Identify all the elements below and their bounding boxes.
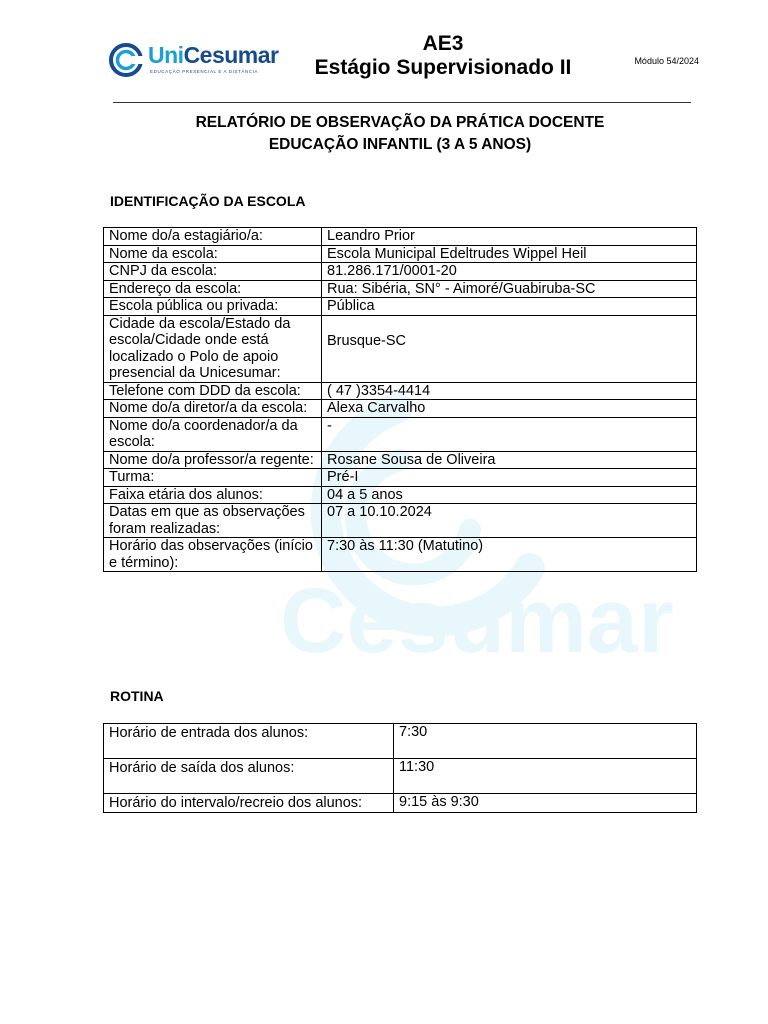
- field-label: CNPJ da escola:: [104, 263, 322, 281]
- field-value: Pública: [322, 298, 697, 316]
- logo-tagline: EDUCAÇÃO PRESENCIAL E A DISTÂNCIA: [150, 69, 259, 74]
- table-row: [104, 504, 697, 538]
- table-row: [104, 280, 697, 298]
- field-value: Escola Municipal Edeltrudes Wippel Heil: [322, 245, 697, 263]
- field-value: 7:30 às 11:30 (Matutino): [322, 538, 697, 572]
- field-label: Nome do/a coordenador/a da escola:: [104, 417, 322, 451]
- table-row: [104, 382, 697, 400]
- field-label: Cidade da escola/Estado da escola/Cidade onde está localizado o Polo de apoio presencial da Unicesumar:: [104, 315, 322, 382]
- header-title: AE3: [422, 32, 464, 55]
- field-value: Leandro Prior: [322, 228, 697, 246]
- field-label: Horário do intervalo/recreio dos alunos:: [104, 794, 394, 813]
- table-row: [104, 724, 697, 759]
- table-row: [104, 228, 697, 246]
- table-row: [104, 315, 697, 382]
- field-label: Nome do/a professor/a regente:: [104, 451, 322, 469]
- header-divider: [113, 102, 691, 103]
- field-value: Pré-I: [322, 469, 697, 487]
- field-value: ( 47 )3354-4414: [322, 382, 697, 400]
- routine-table: [103, 723, 697, 813]
- field-value: Rua: Sibéria, SN° - Aimoré/Guabiruba-SC: [322, 280, 697, 298]
- table-row: [104, 263, 697, 281]
- watermark-text: Cesumar: [280, 570, 674, 665]
- table-row: [104, 794, 697, 813]
- field-label: Horário de entrada dos alunos:: [104, 724, 394, 759]
- field-label: Horário de saída dos alunos:: [104, 759, 394, 794]
- module-label: Módulo 54/2024: [634, 56, 699, 66]
- field-value: 07 a 10.10.2024: [322, 504, 697, 538]
- field-label: Datas em que as observações foram realizadas:: [104, 504, 322, 538]
- routine-heading: ROTINA: [110, 688, 164, 704]
- field-label: Nome do/a diretor/a da escola:: [104, 400, 322, 418]
- field-value: Brusque-SC: [322, 315, 697, 382]
- table-row: [104, 469, 697, 487]
- header-subtitle: Estágio Supervisionado II: [314, 56, 572, 79]
- field-value: Alexa Carvalho: [322, 400, 697, 418]
- field-value: Rosane Sousa de Oliveira: [322, 451, 697, 469]
- field-label: Nome do/a estagiário/a:: [104, 228, 322, 246]
- table-row: [104, 538, 697, 572]
- field-value: -: [322, 417, 697, 451]
- report-title: RELATÓRIO DE OBSERVAÇÃO DA PRÁTICA DOCENTE: [195, 114, 605, 131]
- field-label: Escola pública ou privada:: [104, 298, 322, 316]
- logo-emblem-icon: [108, 42, 144, 78]
- field-label: Faixa etária dos alunos:: [104, 486, 322, 504]
- field-label: Telefone com DDD da escola:: [104, 382, 322, 400]
- logo-brand-uni: Uni: [148, 42, 184, 68]
- table-row: [104, 451, 697, 469]
- field-value: 04 a 5 anos: [322, 486, 697, 504]
- report-subtitle: EDUCAÇÃO INFANTIL (3 A 5 ANOS): [268, 136, 532, 153]
- table-row: [104, 400, 697, 418]
- field-value: 11:30: [394, 759, 697, 794]
- field-label: Endereço da escola:: [104, 280, 322, 298]
- table-row: [104, 486, 697, 504]
- field-label: Turma:: [104, 469, 322, 487]
- identification-table: [103, 227, 697, 572]
- field-value: 81.286.171/0001-20: [322, 263, 697, 281]
- field-label: Nome da escola:: [104, 245, 322, 263]
- unicesumar-logo: [108, 40, 278, 80]
- field-value: 9:15 às 9:30: [394, 794, 697, 813]
- identification-heading: IDENTIFICAÇÃO DA ESCOLA: [110, 193, 306, 209]
- field-value: 7:30: [394, 724, 697, 759]
- table-row: [104, 417, 697, 451]
- logo-brand-cesumar: Cesumar: [183, 42, 279, 68]
- field-label: Horário das observações (início e término):: [104, 538, 322, 572]
- table-row: [104, 298, 697, 316]
- logo-wordmark: [148, 42, 279, 69]
- table-row: [104, 759, 697, 794]
- table-row: [104, 245, 697, 263]
